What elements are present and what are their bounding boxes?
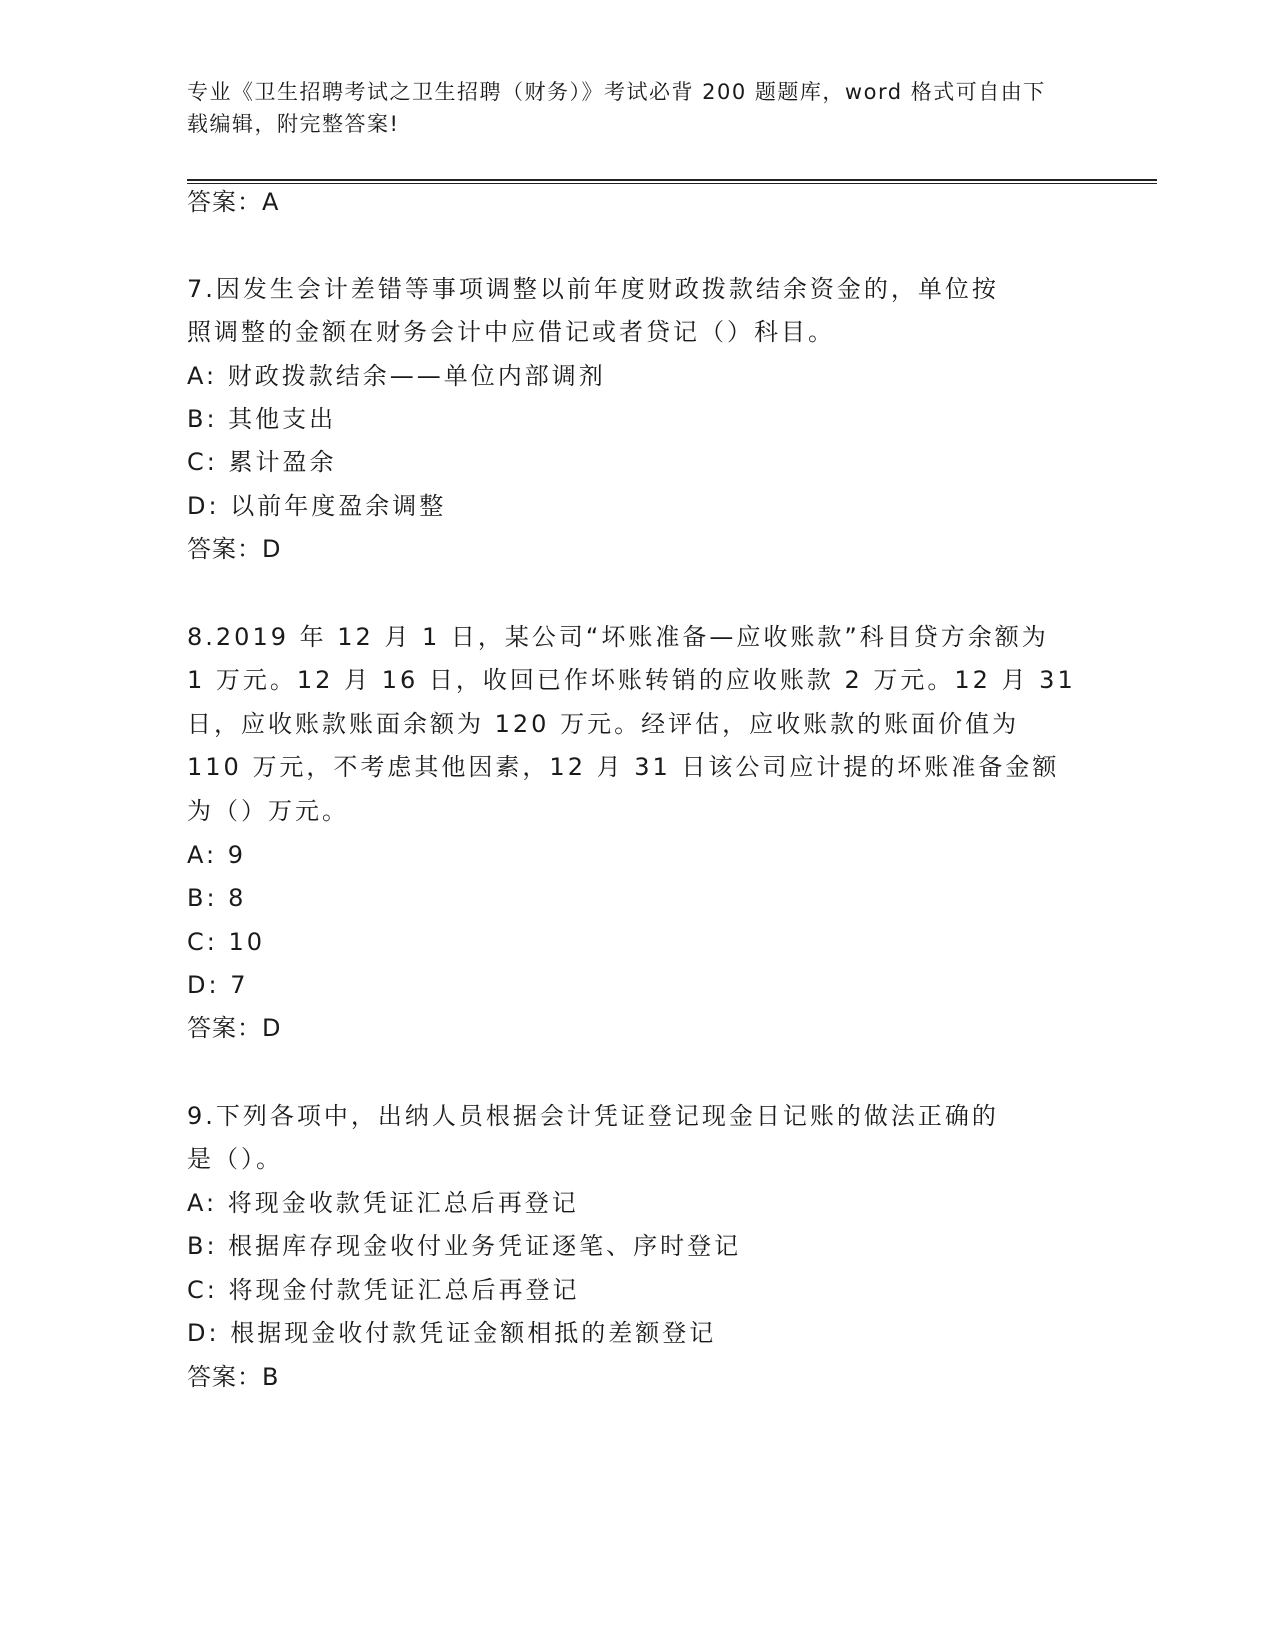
question-stem: 8.2019 年 12 月 1 日，某公司“坏账准备—应收账款”科目贷方余额为 (187, 623, 1049, 651)
question-stem: 9.下列各项中，出纳人员根据会计凭证登记现金日记账的做法正确的 (187, 1102, 999, 1130)
option-a: A: 9 (187, 841, 246, 869)
question-stem: 是（）。 (187, 1145, 283, 1173)
answer-q9: 答案：B (187, 1363, 280, 1391)
option-c: C: 10 (187, 928, 266, 956)
header-divider-thin (187, 183, 1157, 184)
question-stem: 1 万元。12 月 16 日，收回已作坏账转销的应收账款 2 万元。12 月 31 (187, 666, 1076, 694)
option-c: C: 将现金付款凭证汇总后再登记 (187, 1276, 580, 1304)
option-b: B: 8 (187, 884, 247, 912)
question-stem: 为（）万元。 (187, 797, 349, 825)
question-stem: 7.因发生会计差错等事项调整以前年度财政拨款结余资金的，单位按 (187, 275, 999, 303)
option-d: D: 根据现金收付款凭证金额相抵的差额登记 (187, 1319, 717, 1347)
option-d: D: 以前年度盈余调整 (187, 492, 447, 520)
option-b: B: 其他支出 (187, 405, 337, 433)
question-stem: 照调整的金额在财务会计中应借记或者贷记（）科目。 (187, 318, 835, 346)
option-a: A: 将现金收款凭证汇总后再登记 (187, 1189, 579, 1217)
option-b: B: 根据库存现金收付业务凭证逐笔、序时登记 (187, 1232, 742, 1260)
header-divider (187, 179, 1157, 181)
option-a: A: 财政拨款结余——单位内部调剂 (187, 362, 606, 390)
question-stem: 日，应收账款账面余额为 120 万元。经评估，应收账款的账面价值为 (187, 710, 1020, 738)
option-c: C: 累计盈余 (187, 448, 337, 476)
answer-q7: 答案：D (187, 535, 282, 563)
answer-previous: 答案：A (187, 188, 280, 216)
answer-q8: 答案：D (187, 1014, 282, 1042)
question-stem: 110 万元，不考虑其他因素，12 月 31 日该公司应计提的坏账准备金额 (187, 753, 1060, 781)
option-d: D: 7 (187, 971, 249, 999)
document-header: 专业《卫生招聘考试之卫生招聘（财务）》考试必背 200 题题库，word 格式可自由下载编辑，附完整答案! (187, 80, 1046, 136)
